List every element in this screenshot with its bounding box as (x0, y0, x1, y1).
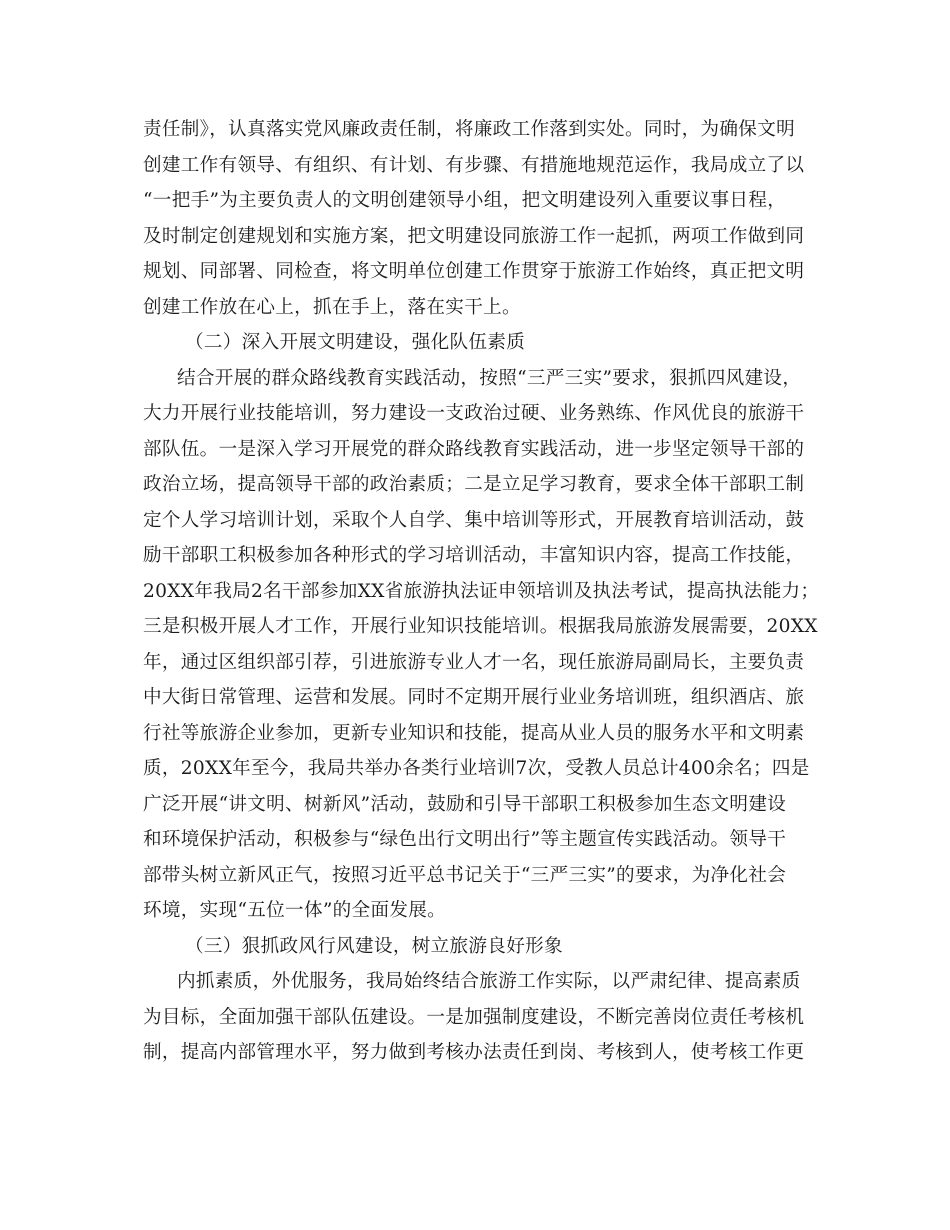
text-line: 创建工作有领导、有组织、有计划、有步骤、有措施地规范运作，我局成立了以 (143, 154, 805, 176)
text-line: 政治立场，提高领导干部的政治素质；二是立足学习教育，要求全体干部职工制 (143, 474, 805, 495)
text-line: 中大街日常管理、运营和发展。同时不定期开展行业业务培训班，组织酒店、旅 (143, 687, 805, 708)
text-line: 定个人学习培训计划，采取个人自学、集中培训等形式，开展教育培训活动，鼓 (143, 509, 805, 531)
text-line: 责任制》，认真落实党风廉政责任制，将廉政工作落到实处。同时，为确保文明 (143, 119, 795, 140)
text-line: 质，20XX年至今，我局共举办各类行业培训7次，受教人员总计400余名；四是 (143, 758, 810, 779)
text-line: 20XX年我局2名干部参加XX省旅游执法证申领培训及执法考试，提高执法能力； (143, 580, 820, 602)
text-line: 广泛开展“讲文明、树新风”活动，鼓励和引导干部职工积极参加生态文明建设 (143, 793, 787, 815)
text-line: 和环境保护活动，积极参与“绿色出行文明出行”等主题宣传实践活动。领导干 (143, 829, 787, 850)
text-line: 制，提高内部管理水平，努力做到考核办法责任到岗、考核到人，使考核工作更 (143, 1042, 805, 1063)
text-line: 环境，实现“五位一体”的全面发展。 (143, 900, 447, 921)
text-line: 部队伍。一是深入学习开展党的群众路线教育实践活动，进一步坚定领导干部的 (143, 438, 805, 460)
document-body (143, 112, 820, 1071)
text-line: 部带头树立新风正气，按照习近平总书记关于“三严三实”的要求，为净化社会 (143, 864, 787, 886)
paragraph-first-line: 内抓素质，外优服务，我局始终结合旅游工作实际，以严肃纪律、提高素质 (177, 971, 801, 992)
text-line: 及时制定创建规划和实施方案，把文明建设同旅游工作一起抓，两项工作做到同 (143, 225, 805, 247)
text-line: 年，通过区组织部引荐，引进旅游专业人才一名，现任旅游局副局长，主要负责 (143, 651, 805, 673)
paragraph-first-line: 结合开展的群众路线教育实践活动，按照“三严三实”要求，狠抓四风建设， (177, 367, 802, 389)
text-line: 创建工作放在心上，抓在手上，落在实干上。 (143, 296, 521, 318)
text-line: 行社等旅游企业参加，更新专业知识和技能，提高从业人员的服务水平和文明素 (143, 722, 805, 744)
text-line: 规划、同部署、同检查，将文明单位创建工作贯穿于旅游工作始终，真正把文明 (143, 261, 805, 282)
section-heading: （三）狠抓政风行风建设，树立旅游良好形象 (185, 935, 563, 957)
text-line: 励干部职工积极参加各种形式的学习培训活动，丰富知识内容，提高工作技能， (143, 545, 805, 566)
text-line: 三是积极开展人才工作，开展行业知识技能培训。根据我局旅游发展需要，20XX (143, 616, 818, 637)
text-line: 大力开展行业技能培训，努力建设一支政治过硬、业务熟练、作风优良的旅游干 (143, 403, 805, 424)
section-heading: （二）深入开展文明建设，强化队伍素质 (185, 332, 526, 353)
text-line: “一把手”为主要负责人的文明创建领导小组，把文明建设列入重要议事日程， (143, 190, 787, 211)
text-line: 为目标，全面加强干部队伍建设。一是加强制度建设，不断完善岗位责任考核机 (143, 1006, 805, 1028)
